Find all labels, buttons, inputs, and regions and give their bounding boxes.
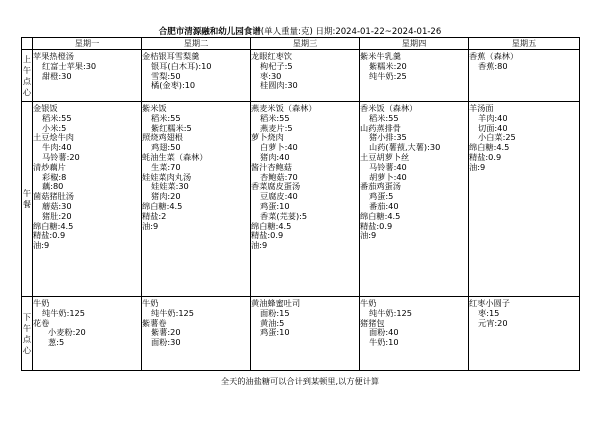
menu-cell — [360, 50, 469, 102]
ingredient-line: 枣:15 — [478, 307, 500, 318]
afternoon-snack-row — [22, 297, 580, 371]
dish-name: 黄油蜂蜜吐司 — [251, 298, 301, 308]
ingredient-line: 娃娃菜:30 — [151, 181, 189, 192]
ingredient-line: 彩椒:8 — [42, 171, 67, 182]
dish-name: 香蕉（森林） — [469, 51, 519, 61]
ingredient-line: 橘(金枣):10 — [151, 80, 196, 91]
ingredient-line: 小白菜:25 — [478, 132, 516, 143]
ingredient-line: 香菜(芫荽):5 — [260, 210, 308, 221]
dish-name: 绵白糖:4.5 — [33, 220, 74, 231]
dish-name: 菌菇猪肚汤 — [33, 191, 74, 202]
meal-label-char: 上 — [22, 53, 32, 64]
meal-label — [22, 50, 33, 102]
dish-name: 香菜腐皮蛋汤 — [251, 181, 301, 192]
day-header: 星期五 — [469, 38, 580, 50]
dish-name: 金桔银耳雪梨羹 — [142, 51, 200, 61]
dish-name: 绵白糖:4.5 — [251, 220, 292, 231]
day-header: 星期一 — [33, 38, 142, 50]
ingredient-line: 纯牛奶:125 — [42, 307, 85, 318]
dish-name: 山药蒸排骨 — [360, 122, 401, 133]
meal-label-char: 下 — [22, 311, 32, 322]
ingredient-line: 香蕉:80 — [478, 60, 508, 71]
dish-name: 娃娃菜肉丸汤 — [142, 171, 192, 182]
dish-name: 精盐:0.9 — [251, 230, 284, 241]
ingredient-line: 枸杞子:5 — [260, 60, 293, 71]
dish-name: 苹果热橙汤 — [33, 51, 74, 61]
dish-name: 油:9 — [251, 240, 268, 251]
dish-name: 猪猪包 — [360, 317, 385, 328]
corner-cell — [22, 38, 33, 50]
dish-name: 紫米牛乳羹 — [360, 51, 401, 61]
dish-name: 油:9 — [360, 230, 377, 241]
dish-name: 土豆胡萝卜丝 — [360, 151, 410, 162]
ingredient-line: 白萝卜:40 — [260, 142, 298, 153]
dish-name: 紫薯卷 — [142, 317, 167, 328]
dish-name: 绵白糖:4.5 — [360, 210, 401, 221]
ingredient-line: 切面:40 — [478, 122, 508, 133]
meal-label-char: 点 — [22, 75, 32, 86]
dish-name: 红枣小圆子 — [469, 298, 510, 308]
ingredient-line: 杏鲍菇:70 — [260, 171, 298, 182]
menu-cell — [251, 50, 360, 102]
menu-cell — [251, 297, 360, 371]
ingredient-line: 紫薯:20 — [151, 327, 181, 338]
dish-name: 绵白糖:4.5 — [142, 200, 183, 211]
dish-name: 牛奶 — [142, 298, 159, 308]
meal-label-char: 餐 — [22, 199, 32, 209]
dish-name: 蚝油生菜（森林） — [142, 151, 208, 162]
ingredient-line: 猪肉:20 — [151, 191, 181, 202]
dish-name: 土豆烩牛肉 — [33, 132, 74, 143]
ingredient-line: 红富士苹果:30 — [42, 60, 97, 71]
ingredient-line: 纯牛奶:125 — [369, 307, 412, 318]
meal-label — [22, 297, 33, 371]
menu-cell — [33, 50, 142, 102]
ingredient-line: 元宵:20 — [478, 317, 508, 328]
menu-cell — [469, 297, 580, 371]
ingredient-line: 鸡蛋:10 — [260, 327, 290, 338]
ingredient-line: 紫红糯米:5 — [151, 122, 192, 133]
ingredient-line: 马铃薯:40 — [369, 161, 407, 172]
ingredient-line: 枣:30 — [260, 70, 282, 81]
ingredient-line: 面粉:30 — [151, 337, 181, 348]
menu-table — [21, 37, 580, 371]
ingredient-line: 猪肉:40 — [260, 151, 290, 162]
ingredient-line: 藕:80 — [42, 181, 64, 192]
ingredient-line: 黄油:5 — [260, 317, 285, 328]
ingredient-line: 桂圆肉:30 — [260, 80, 298, 91]
menu-cell — [33, 102, 142, 297]
ingredient-line: 羊肉:40 — [478, 112, 508, 123]
dish-name: 精盐:0.9 — [33, 230, 66, 241]
ingredient-line: 小米:5 — [42, 122, 67, 133]
meal-label-char: 点 — [22, 333, 32, 344]
menu-cell — [33, 297, 142, 371]
morning-snack-row — [22, 50, 580, 102]
menu-cell — [251, 102, 360, 297]
ingredient-line: 番茄:40 — [369, 200, 399, 211]
ingredient-line: 面粉:40 — [369, 327, 399, 338]
menu-cell — [469, 50, 580, 102]
day-header: 星期四 — [360, 38, 469, 50]
dish-name: 精盐:0.9 — [469, 151, 502, 162]
ingredient-line: 鸡蛋:10 — [260, 200, 290, 211]
ingredient-line: 牛奶:10 — [369, 337, 399, 348]
ingredient-line: 纯牛奶:25 — [369, 70, 407, 81]
title-main: 合肥市清源融和幼儿园食谱 — [158, 27, 261, 37]
dish-name: 番茄鸡蛋汤 — [360, 181, 401, 192]
ingredient-line: 银耳(白木耳):10 — [151, 60, 212, 71]
ingredient-line: 猪肚:20 — [42, 210, 72, 221]
dish-name: 精盐:0.9 — [360, 220, 393, 231]
menu-cell — [142, 297, 251, 371]
ingredient-line: 稻米:55 — [151, 112, 181, 123]
dish-name: 油:9 — [33, 240, 50, 251]
dish-name: 酱汁杏鲍菇 — [251, 161, 292, 172]
ingredient-line: 马铃薯:20 — [42, 151, 80, 162]
meal-label-char: 心 — [22, 86, 32, 97]
ingredient-line: 鸡蛋:5 — [369, 191, 394, 202]
dish-name: 花卷 — [33, 317, 50, 328]
menu-cell — [142, 50, 251, 102]
meal-label-char: 午 — [22, 64, 32, 75]
ingredient-line: 稻米:55 — [260, 112, 290, 123]
menu-cell — [360, 102, 469, 297]
ingredient-line: 雪梨:50 — [151, 70, 181, 81]
day-header: 星期三 — [251, 38, 360, 50]
ingredient-line: 面粉:15 — [260, 307, 290, 318]
dish-name: 牛奶 — [360, 298, 377, 308]
meal-label-char: 午 — [22, 322, 32, 333]
ingredient-line: 燕麦片:5 — [260, 122, 293, 133]
dish-name: 清炒藕片 — [33, 161, 66, 172]
ingredient-line: 生菜:70 — [151, 161, 181, 172]
footer-note: 全天的油盐糖可以合计到某顿里,以方便计算 — [220, 376, 380, 386]
ingredient-line: 稻米:55 — [369, 112, 399, 123]
dish-name: 牛奶 — [33, 298, 50, 308]
dish-name: 羊汤面 — [469, 103, 494, 113]
ingredient-line: 小麦粉:20 — [48, 327, 86, 338]
dish-name: 照烧鸡翅根 — [142, 132, 183, 143]
menu-cell — [360, 297, 469, 371]
meal-label-char: 心 — [22, 344, 32, 355]
dish-name: 香米饭（森林） — [360, 103, 418, 113]
ingredient-line: 鸡翅:50 — [151, 142, 181, 153]
dish-name: 萝卜烧肉 — [251, 132, 284, 143]
ingredient-line: 稻米:55 — [42, 112, 72, 123]
ingredient-line: 胡萝卜:40 — [369, 171, 407, 182]
ingredient-line: 豆腐皮:40 — [260, 191, 298, 202]
ingredient-line: 葱:5 — [48, 337, 65, 348]
ingredient-line: 牛肉:40 — [42, 142, 72, 153]
menu-cell — [469, 102, 580, 297]
dish-name: 油:9 — [142, 220, 159, 231]
ingredient-line: 紫糯米:20 — [369, 60, 407, 71]
title-detail: (单人重量:克) 日期:2024-01-22~2024-01-26 — [260, 27, 442, 37]
ingredient-line: 猪小排:35 — [369, 132, 407, 143]
dish-name: 龙眼红枣饮 — [251, 51, 292, 61]
day-header: 星期二 — [142, 38, 251, 50]
dish-name: 燕麦米饭（森林） — [251, 103, 317, 113]
dish-name: 油:9 — [469, 161, 486, 172]
day-header-row — [22, 38, 580, 50]
dish-name: 精盐:2 — [142, 210, 167, 221]
lunch-row — [22, 102, 580, 297]
meal-label — [22, 102, 33, 297]
ingredient-line: 蘑菇:30 — [42, 200, 72, 211]
meal-label-char: 午 — [22, 188, 32, 198]
dish-name: 绵白糖:4.5 — [469, 142, 510, 153]
ingredient-line: 甜橙:30 — [42, 70, 72, 81]
ingredient-line: 山药(薯蓣,大薯):30 — [369, 142, 441, 153]
page-title — [0, 25, 600, 37]
menu-cell — [142, 102, 251, 297]
dish-name: 紫米饭 — [142, 103, 167, 113]
ingredient-line: 纯牛奶:125 — [151, 307, 194, 318]
dish-name: 金银饭 — [33, 103, 58, 113]
